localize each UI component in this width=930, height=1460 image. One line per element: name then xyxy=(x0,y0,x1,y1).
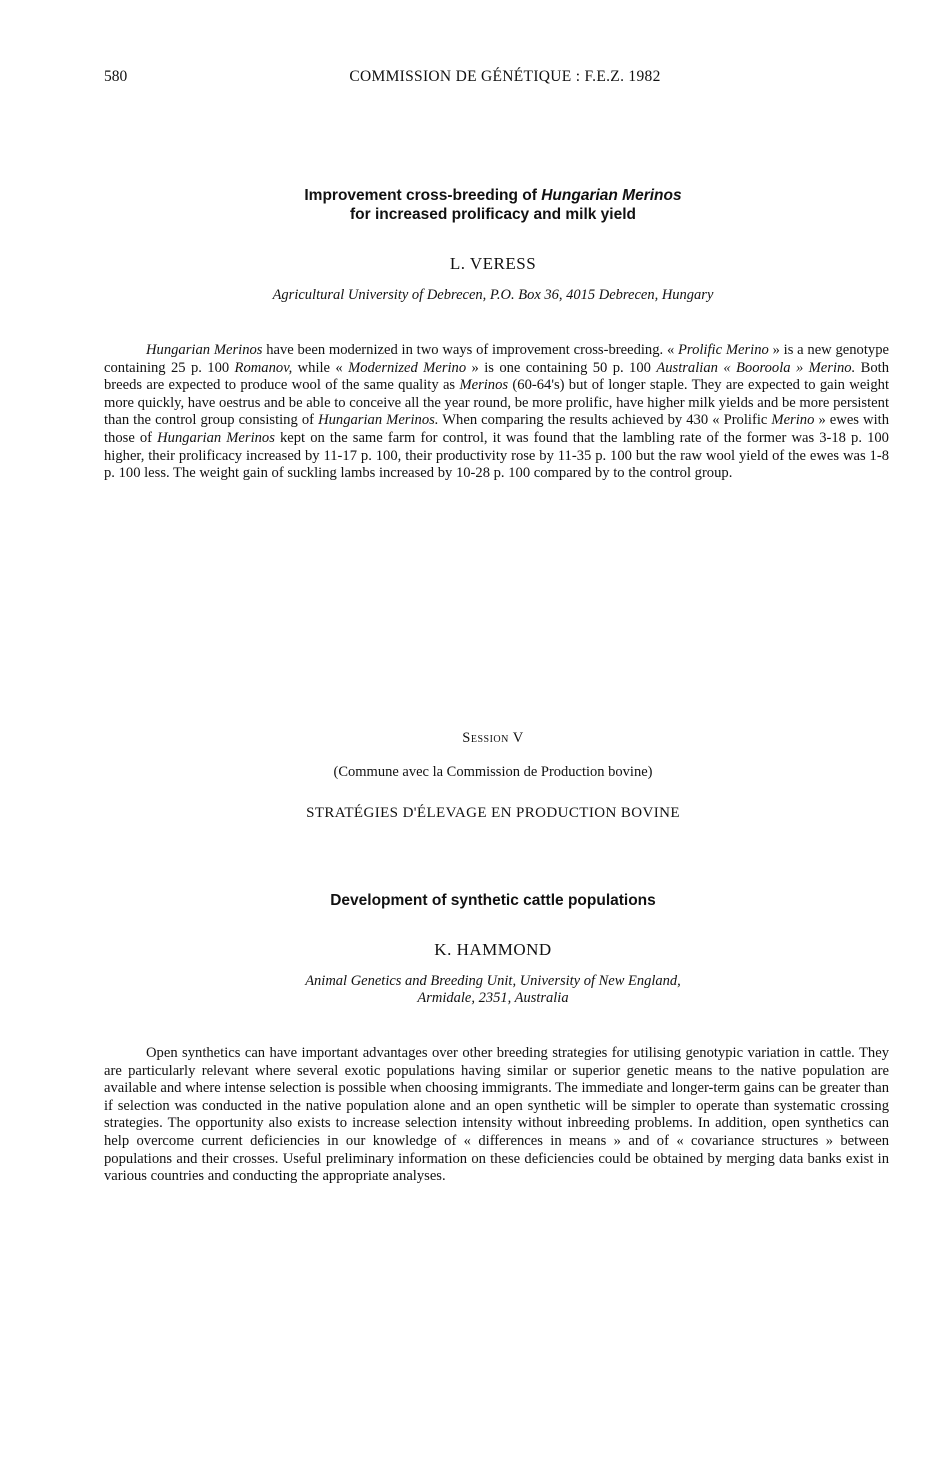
abstract-span: kept on the same farm for control, it was found that the lambling rate of the former was 3-18 p. 100 higher, their prolificacy increased by 11-17 p. 100, their productivity rose by 11-35 p. 100 but the raw wool yield of the ewes was 1-8 p. 100 less. The weight gain of suckling lambs increased by 10-28 p. 100 compared by to the control group. xyxy=(104,429,889,482)
paper1-title-line2: for increased prolificacy and milk yield xyxy=(350,206,636,223)
paper2-author: K. HAMMOND xyxy=(434,940,552,959)
abstract-span: (60-64's) but of longer staple. They are expected to gain weight more quickly, have oestrus and be able to conceive all the year round, be more prolific, have higher milk yields and be more persistent than the control group consisting of xyxy=(104,377,890,429)
abstract-span: Australian « Booroola » Merino. xyxy=(656,359,856,376)
page-header xyxy=(104,68,882,88)
abstract-span: Hungarian Merinos. xyxy=(318,412,439,429)
session-note: (Commune avec la Commission de Production bovine) xyxy=(333,764,653,780)
paper2-title: Development of synthetic cattle populations xyxy=(330,892,656,909)
abstract-span: » is a new genotype containing 25 p. 100 xyxy=(104,342,889,376)
paper2-affiliation xyxy=(104,973,882,1007)
running-head: COMMISSION DE GÉNÉTIQUE : F.E.Z. 1982 xyxy=(349,68,661,85)
paper1-abstract xyxy=(104,342,889,483)
abstract-span: » is one containing 50 p. 100 xyxy=(466,359,657,376)
paper2-abstract: Open synthetics can have important advantages over other breeding strategies for utilising genotypic variation in cattle. They are particularly relevant where several exotic populations having similar or superior genetic means to the native population are available and where intense selection is possible when choosing immigrants. The immediate and longer-term gains can be greater than if selection was conducted in the native population alone and an open synthetic will be simpler to operate than systematic crossing strategies. The opportunity also exists to increase selection intensity without inbreeding problems. In addition, open synthetics can help overcome current deficiencies in our knowledge of « differences in means » and of « covariance structures » between populations and their crosses. Useful preliminary information on these deficiencies could be obtained by merging data banks exist in various countries and conducting the appropriate analyses. xyxy=(104,1045,889,1185)
abstract-span: Both breeds are expected to produce wool of the same quality as xyxy=(104,359,890,394)
abstract-span: Hungarian Merinos xyxy=(157,429,275,446)
paper1-title xyxy=(104,186,882,224)
abstract-span: Merino xyxy=(771,412,815,429)
session-label: Session V xyxy=(462,730,524,746)
paper2-affiliation-line2: Armidale, 2351, Australia xyxy=(417,990,569,1006)
paper1-affiliation: Agricultural University of Debrecen, P.O. Box 36, 4015 Debrecen, Hungary xyxy=(272,287,714,303)
abstract-span: Prolific Merino xyxy=(678,342,769,358)
abstract-span: have been modernized in two ways of improvement cross-breeding. « xyxy=(262,342,679,358)
page-number: 580 xyxy=(104,68,128,85)
abstract-span: Merinos xyxy=(459,377,509,394)
paper1-title-italic: Hungarian Merinos xyxy=(541,187,682,204)
paper1-title-line1 xyxy=(104,186,882,205)
paper1-author: L. VERESS xyxy=(449,254,537,273)
paper2-affiliation-line1: Animal Genetics and Breeding Unit, University of New England, xyxy=(305,973,681,989)
abstract-span: Modernized Merino xyxy=(348,359,467,376)
abstract-span: When comparing the results achieved by 430 « Prolific xyxy=(438,412,772,429)
session-title: STRATÉGIES D'ÉLEVAGE EN PRODUCTION BOVINE xyxy=(306,805,680,821)
paper1-title-text: Improvement cross-breeding of xyxy=(304,187,542,204)
abstract-span: Romanov, xyxy=(234,359,293,376)
abstract-span: » ewes with those of xyxy=(104,412,889,446)
abstract-span: while « xyxy=(292,359,349,376)
abstract-span: Hungarian Merinos xyxy=(146,342,263,358)
